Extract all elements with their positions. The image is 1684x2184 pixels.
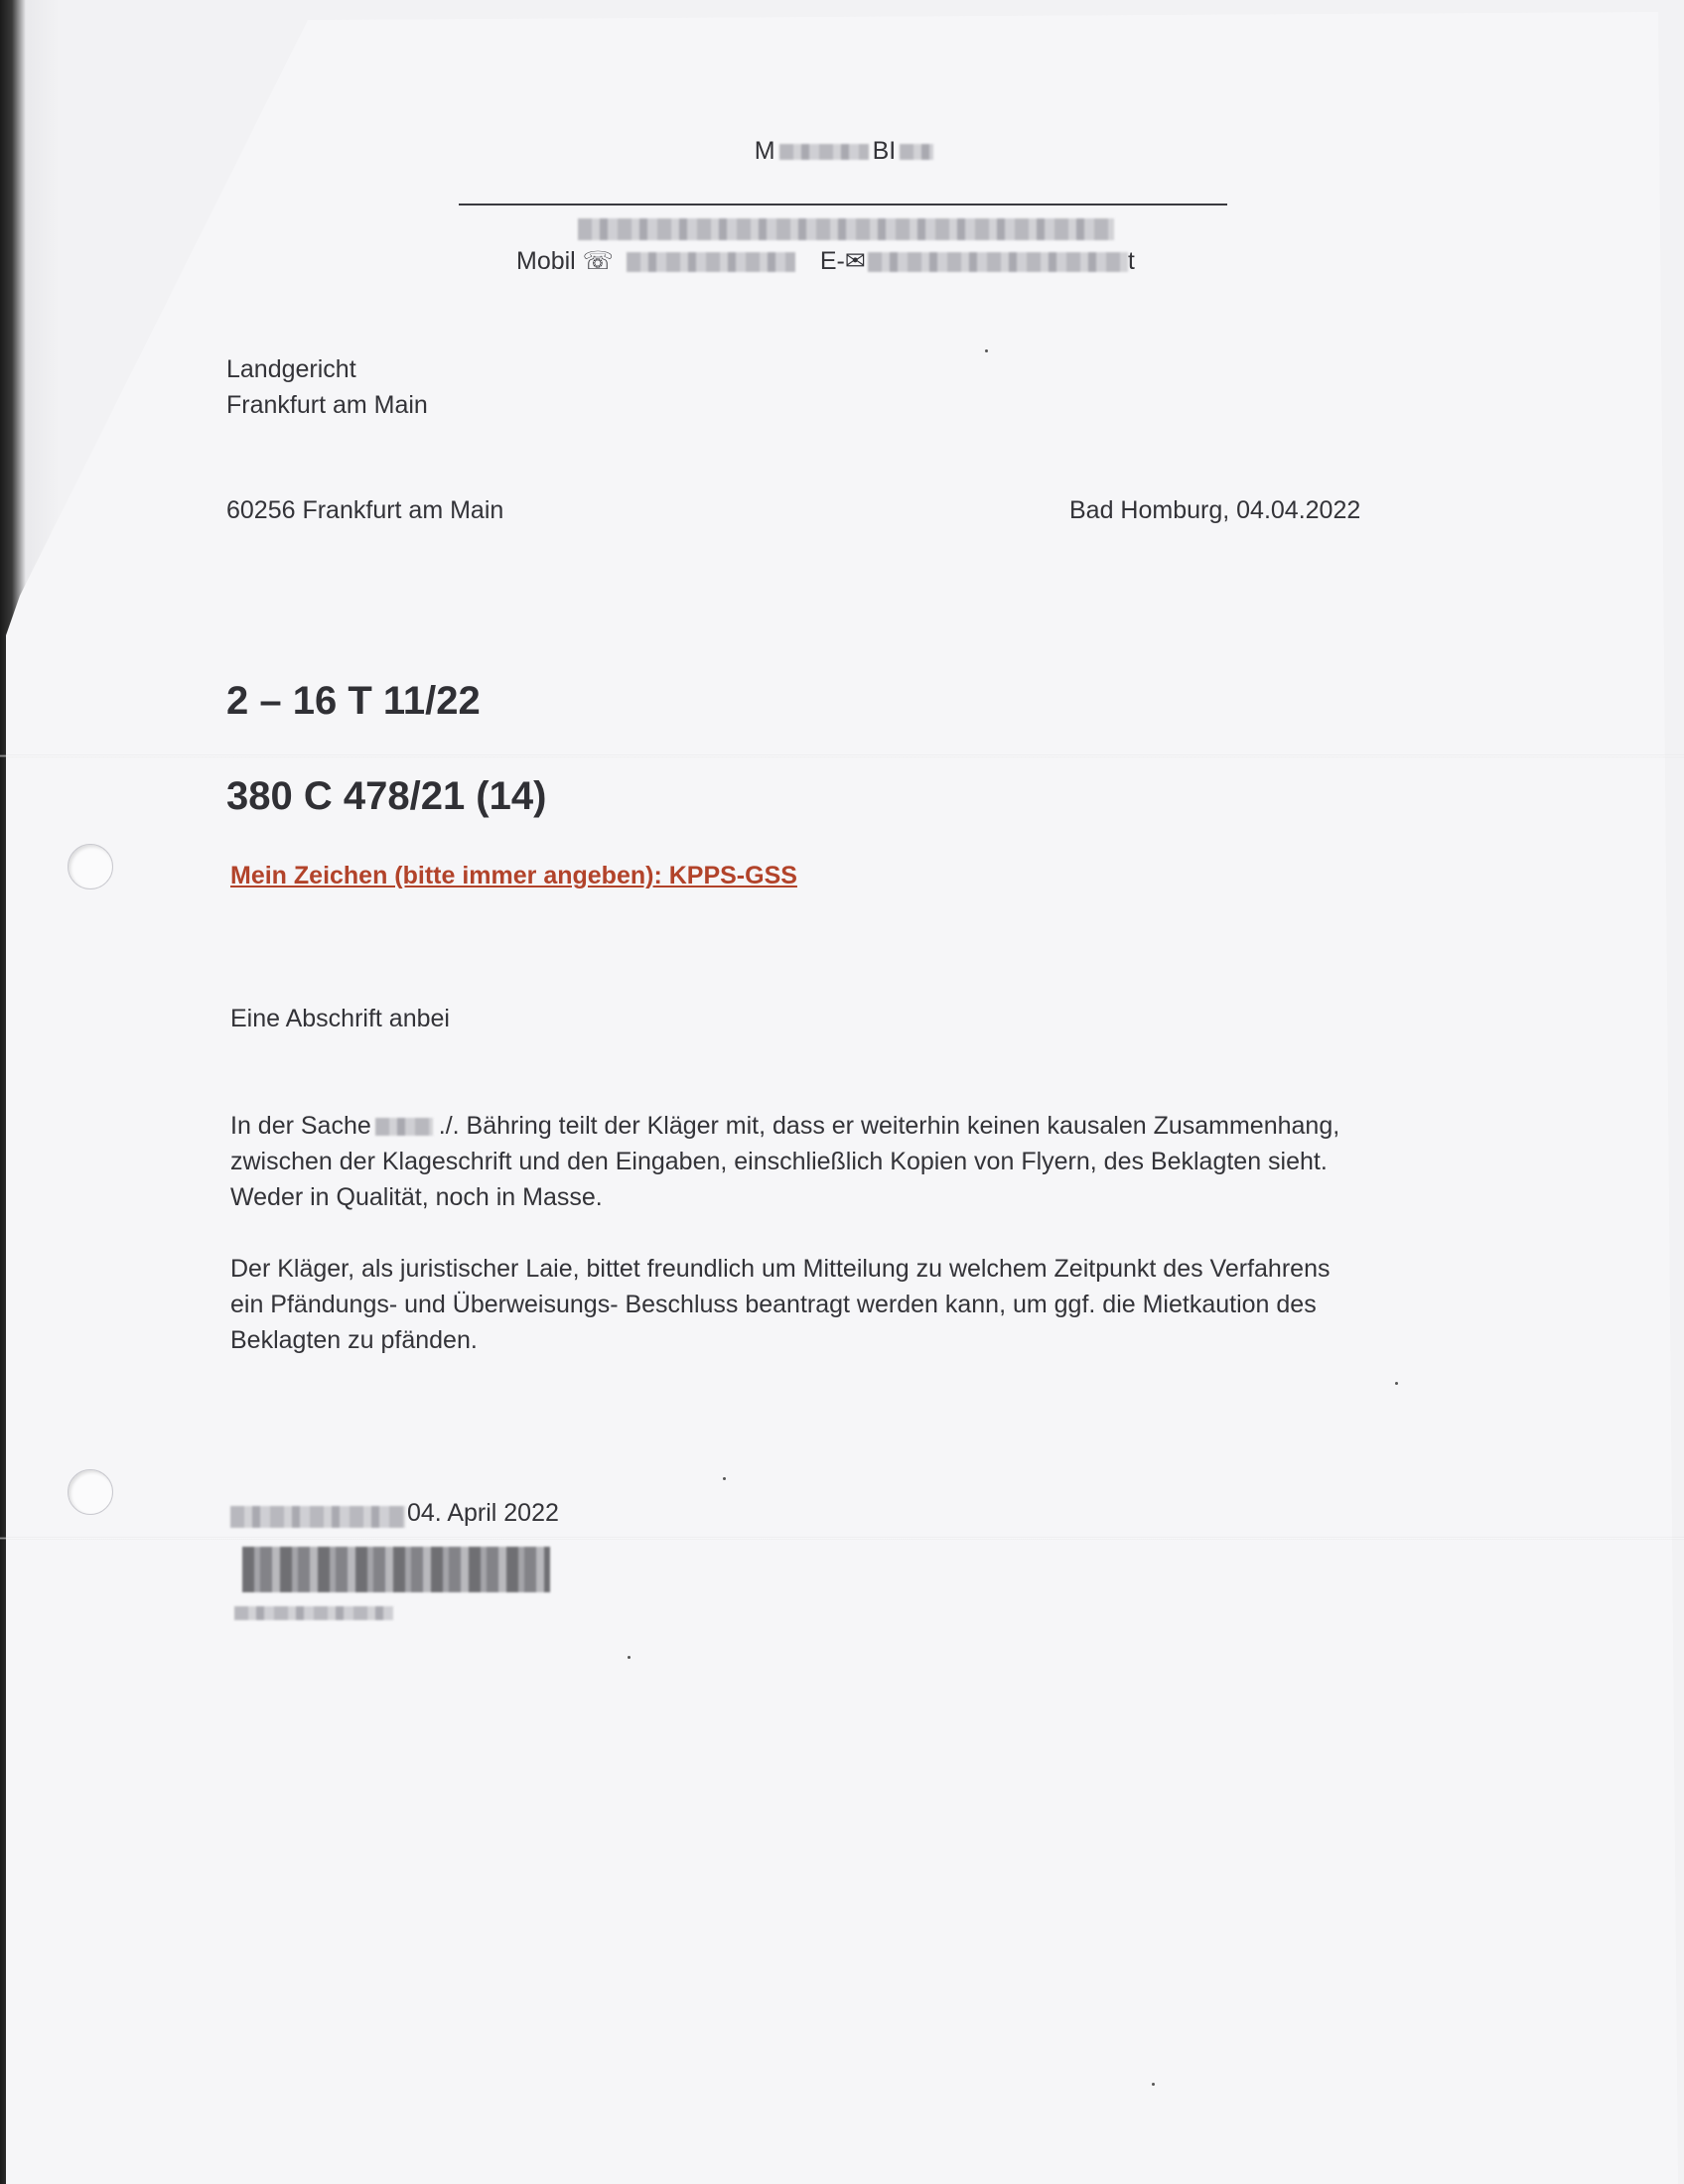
sender-name: M BI <box>457 137 1231 166</box>
scan-speck <box>985 349 988 352</box>
scan-speck <box>1395 1382 1398 1385</box>
place-date: Bad Homburg, 04.04.2022 <box>1069 496 1361 524</box>
sender-address-redacted <box>578 218 1114 240</box>
paragraph-1-line-2: zwischen der Klageschrift und den Eingaben, einschließlich Kopien von Flyern, des Beklagten sieht. <box>230 1148 1328 1175</box>
punch-hole <box>68 1469 113 1515</box>
show-through <box>894 427 902 459</box>
punch-hole <box>68 844 113 889</box>
scan-speck <box>1152 2083 1155 2086</box>
copy-note: Eine Abschrift anbei <box>230 1005 450 1032</box>
scan-speck <box>628 1656 631 1659</box>
reference-line: Mein Zeichen (bitte immer angeben): KPPS-GSS <box>230 862 797 889</box>
letterhead-divider <box>459 204 1227 205</box>
contact-row: Mobil ☏ E-✉ t <box>516 247 1135 275</box>
paper-fold <box>0 754 1684 757</box>
party-name-redacted <box>375 1118 433 1136</box>
closing-date: 04. April 2022 <box>230 1499 559 1528</box>
phone-redacted <box>627 252 795 272</box>
email-label: E-✉ <box>819 247 866 275</box>
paragraph-1-line-3: Weder in Qualität, noch in Masse. <box>230 1183 603 1211</box>
paragraph-1-line-1: In der Sache ./. Bähring teilt der Kläger mit, dass er weiterhin keinen kausalen Zusammenhang, <box>230 1112 1340 1140</box>
closing-place-redacted <box>230 1506 405 1528</box>
case-number-secondary: 380 C 478/21 (14) <box>226 774 547 818</box>
paragraph-2 <box>230 1251 1330 1358</box>
scan-speck <box>723 1477 726 1480</box>
recipient-line-1: Landgericht <box>226 355 356 383</box>
paragraph-2-line-2: ein Pfändungs- und Überweisungs- Beschluss beantragt werden kann, um ggf. die Mietkaution des <box>230 1291 1317 1318</box>
mobile-label: Mobil ☏ <box>516 247 614 275</box>
paragraph-2-line-3: Beklagten zu pfänden. <box>230 1326 478 1354</box>
recipient-line-3: 60256 Frankfurt am Main <box>226 496 504 524</box>
paragraph-2-line-1: Der Kläger, als juristischer Laie, bittet freundlich um Mitteilung zu welchem Zeitpunkt des Verfahrens <box>230 1255 1331 1283</box>
signature-redacted <box>230 1529 568 1608</box>
email-redacted <box>868 252 1128 272</box>
paragraph-1 <box>230 1108 1339 1215</box>
case-number-primary: 2 – 16 T 11/22 <box>226 679 481 723</box>
recipient-line-2: Frankfurt am Main <box>226 391 428 419</box>
